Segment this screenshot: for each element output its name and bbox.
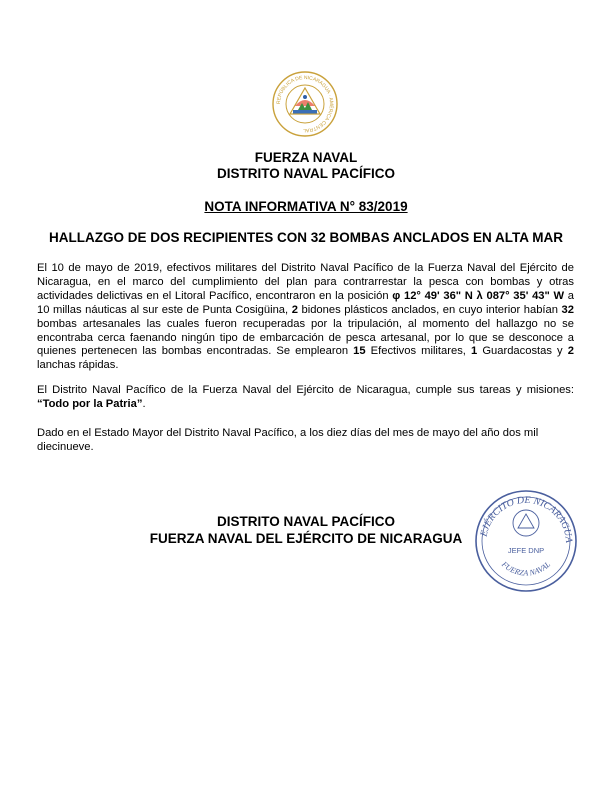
org-name: FUERZA NAVAL [254, 150, 358, 165]
svg-text:FUERZA NAVAL [499, 559, 552, 577]
district-name: DISTRITO NAVAL PACÍFICO [216, 166, 395, 181]
p2-text-2: . [142, 397, 146, 410]
signature-force: FUERZA NAVAL DEL EJÉRCITO DE NICARAGUA [149, 531, 463, 546]
position-coordinates: φ 12° 49' 36" N λ 087° 35' 43" W [392, 289, 565, 302]
p2-text-1: El Distrito Naval Pacífico de la Fuerza Naval del Ejército de Nicaragua, cumple sus tareas y misiones: [37, 384, 574, 396]
stamp-bottom-text: FUERZA NAVAL [499, 559, 553, 578]
svg-text:EJÉRCITO DE NICARAGUA [478, 495, 574, 544]
paragraph-closing: Dado en el Estado Mayor del Distrito Naval Pacífico, a los diez días del mes de mayo del año dos mil diecinueve. [37, 427, 539, 453]
bombs-count: 32 [561, 303, 574, 316]
note-number: NOTA INFORMATIVA N° 83/2019 [204, 199, 408, 214]
stamp-inner-text: JEFE DNP [507, 546, 545, 555]
p1-text-2: a 10 millas náuticas al sur este de Punta Cosigüina, [37, 289, 574, 316]
paragraph-incident [37, 262, 574, 373]
signature-district: DISTRITO NAVAL PACÍFICO [216, 514, 395, 529]
p1-text-3: bidones plásticos anclados, en cuyo interior habían [297, 303, 562, 316]
p1-text-1: El 10 de mayo de 2019, efectivos militares del Distrito Naval Pacífico de la Fuerza Naval del Ejército de Nicaragua, en el marco del cumplimiento del plan para contrarrestar la pesca con bombas y otras actividades delictivas en el Litoral Pacífico, encontraron en la posición [37, 262, 574, 302]
coastguard-count: 1 [471, 345, 478, 358]
containers-count: 2 [291, 303, 298, 316]
motto: “Todo por la Patria” [37, 397, 143, 410]
p1-text-5: Efectivos militares, [365, 345, 471, 358]
p1-text-6: Guardacostas y [477, 345, 568, 358]
stamp-ring-text: EJÉRCITO DE NICARAGUA [478, 494, 575, 544]
p1-text-4: bombas artesanales las cuales fueron recuperadas por la tripulación, al momento del hallazgo no se encontraba cerca faenando ningún tipo de embarcación de pesca artesanal, por lo que se desconoce a quienes pertenecen las bombas encontradas. Se emplearon [37, 317, 574, 358]
p1-text-7: lanchas rápidas. [37, 359, 119, 372]
seal-ring-text: REPÚBLICA DE NICARAGUA · AMÉRICA CENTRAL [275, 74, 335, 134]
official-stamp [472, 487, 580, 595]
coat-of-arms-seal [271, 70, 339, 138]
paragraph-mission [37, 384, 574, 412]
effectives-count: 15 [353, 345, 366, 358]
headline: HALLAZGO DE DOS RECIPIENTES CON 32 BOMBAS ANCLADOS EN ALTA MAR [48, 230, 563, 245]
boats-count: 2 [567, 345, 574, 358]
